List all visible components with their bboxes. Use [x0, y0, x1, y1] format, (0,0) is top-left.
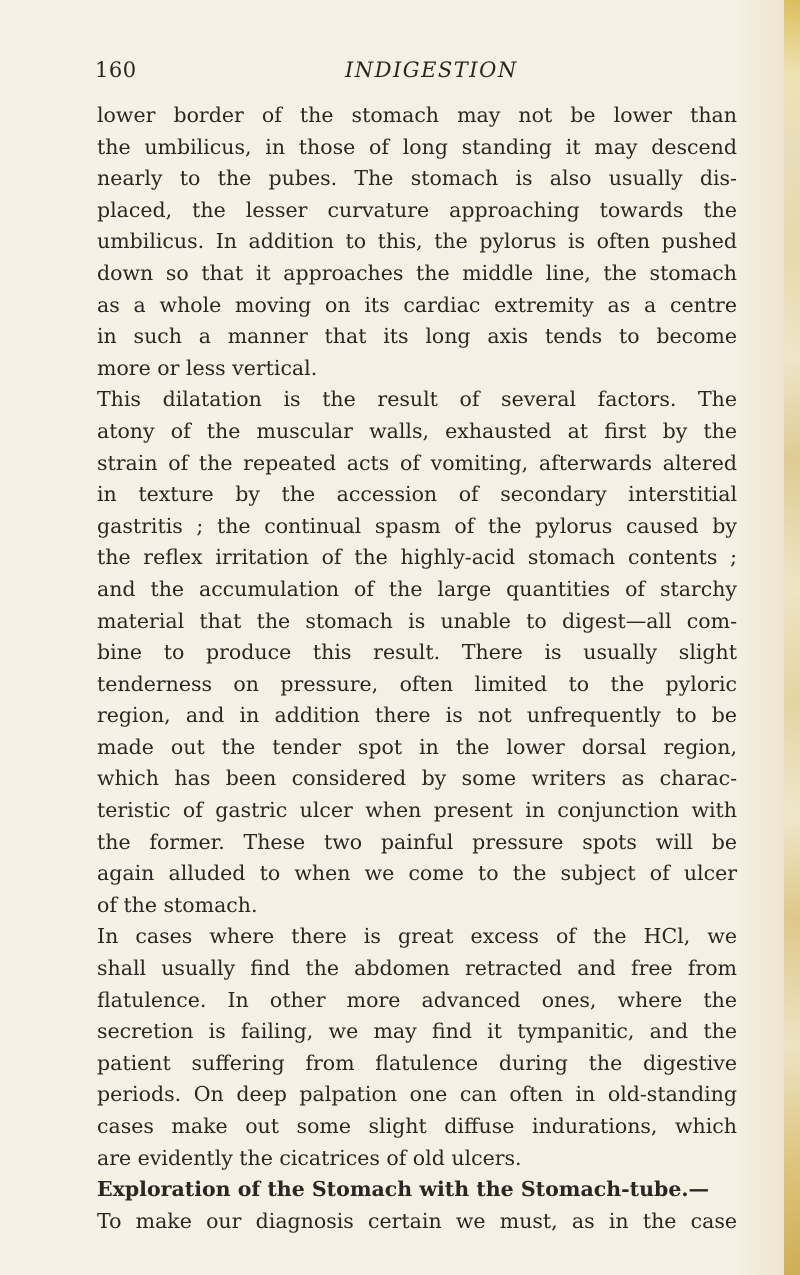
text-line: made out the tender spot in the lower dorsal region,	[97, 734, 737, 759]
text-line: bine to produce this result. There is usually slight	[97, 640, 737, 665]
text-line: gastritis ; the continual spasm of the pylorus caused by	[97, 513, 737, 538]
text-line: cases make out some slight diffuse indurations, which	[97, 1114, 737, 1138]
text-line: teristic of gastric ulcer when present in conjunction with	[97, 798, 737, 823]
text-line: secretion is failing, we may find it tympanitic, and the	[97, 1019, 737, 1044]
text-line: and the accumulation of the large quantities of starchy	[97, 576, 737, 601]
text-line: in texture by the accession of secondary interstitial	[97, 482, 737, 507]
running-head: INDIGESTION	[345, 58, 518, 82]
page-edge	[784, 0, 800, 1275]
text-line: nearly to the pubes. The stomach is also usually dis-	[97, 166, 737, 191]
text-line: atony of the muscular walls, exhausted at first by the	[97, 418, 737, 443]
text-line: lower border of the stomach may not be lower than	[97, 103, 737, 127]
text-line: the umbilicus, in those of long standing it may descend	[97, 134, 737, 159]
text-line: the reflex irritation of the highly-acid stomach contents ;	[97, 545, 737, 570]
text-line: region, and in addition there is not unfrequently to be	[97, 703, 737, 728]
text-line: more or less vertical.	[97, 355, 318, 380]
body-text	[97, 100, 737, 1237]
text-line: In cases where there is great excess of the HCl, we	[97, 924, 737, 949]
text-line: shall usually find the abdomen retracted and free from	[97, 956, 737, 981]
text-line: flatulence. In other more advanced ones, where the	[97, 987, 737, 1012]
section-heading: Exploration of the Stomach with the Stomach-tube.—	[97, 1177, 710, 1202]
text-line: periods. On deep palpation one can often in old-standing	[97, 1082, 737, 1107]
text-line: material that the stomach is unable to digest—all com-	[97, 608, 737, 633]
text-line: as a whole moving on its cardiac extremity as a centre	[97, 292, 737, 317]
text-line: again alluded to when we come to the subject of ulcer	[97, 861, 737, 886]
text-line: in such a manner that its long axis tends to become	[97, 324, 737, 349]
text-line: patient suffering from flatulence during the digestive	[97, 1050, 737, 1075]
text-line: are evidently the cicatrices of old ulcers.	[97, 1145, 522, 1170]
text-line: To make our diagnosis certain we must, as in the case	[97, 1208, 737, 1233]
text-line: the former. These two painful pressure spots will be	[97, 829, 737, 854]
page-number: 160	[95, 58, 137, 82]
text-line: This dilatation is the result of several factors. The	[97, 387, 737, 412]
text-line: strain of the repeated acts of vomiting, afterwards altered	[97, 450, 737, 475]
text-line: down so that it approaches the middle line, the stomach	[97, 260, 737, 285]
text-line: of the stomach.	[97, 892, 258, 917]
text-line: placed, the lesser curvature approaching towards the	[97, 197, 737, 222]
page-header	[95, 58, 735, 92]
text-line: which has been considered by some writers as charac-	[97, 766, 737, 791]
text-line: umbilicus. In addition to this, the pylorus is often pushed	[97, 229, 737, 254]
text-line: tenderness on pressure, often limited to the pyloric	[97, 671, 737, 696]
